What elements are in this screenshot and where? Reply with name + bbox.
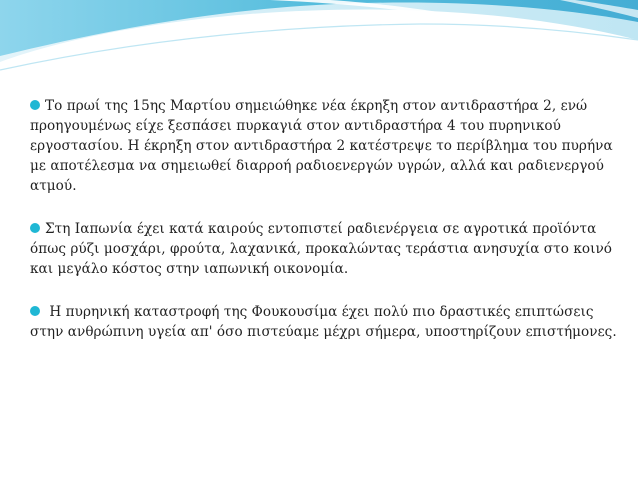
bullet-item <box>30 96 620 196</box>
bullet-text: Το πρωί της 15ης Μαρτίου σημειώθηκε νέα έκρηξη στον αντιδραστήρα 2, ενώ προηγουμένως είχε ξεσπάσει πυρκαγιά στον αντιδραστήρα 4 του πυρηνικού εργοστασίου. Η έκρηξη στον αντιδραστήρα 2 κατέστρεψε το περίβλημα του πυρήνα με αποτέλεσμα να σημειωθεί διαρροή ραδιοενεργών υγρών, αλλά και ραδιενεργού ατμού. <box>30 98 613 194</box>
bullet-dot-icon <box>30 223 40 233</box>
bullet-dot-icon <box>30 100 40 110</box>
header-swoosh-decoration <box>0 0 638 90</box>
bullet-dot-icon <box>30 306 40 316</box>
bullet-text: Στη Ιαπωνία έχει κατά καιρούς εντοπιστεί ραδιενέργεια σε αγροτικά προϊόντα όπως ρύζι μοσχάρι, φρούτα, λαχανικά, προκαλώντας τεράστια ανησυχία στο κοινό και μεγάλο κόστος στην ιαπωνική οικονομία. <box>30 221 613 277</box>
bullet-text: Η πυρηνική καταστροφή της Φουκουσίμα έχει πολύ πιο δραστικές επιπτώσεις στην ανθρώπινη υγεία απ' όσο πιστεύαμε μέχρι σήμερα, υποστηρίζουν επιστήμονες. <box>30 304 617 340</box>
bullet-item <box>30 302 620 342</box>
slide-content <box>30 96 620 365</box>
bullet-item <box>30 219 620 279</box>
